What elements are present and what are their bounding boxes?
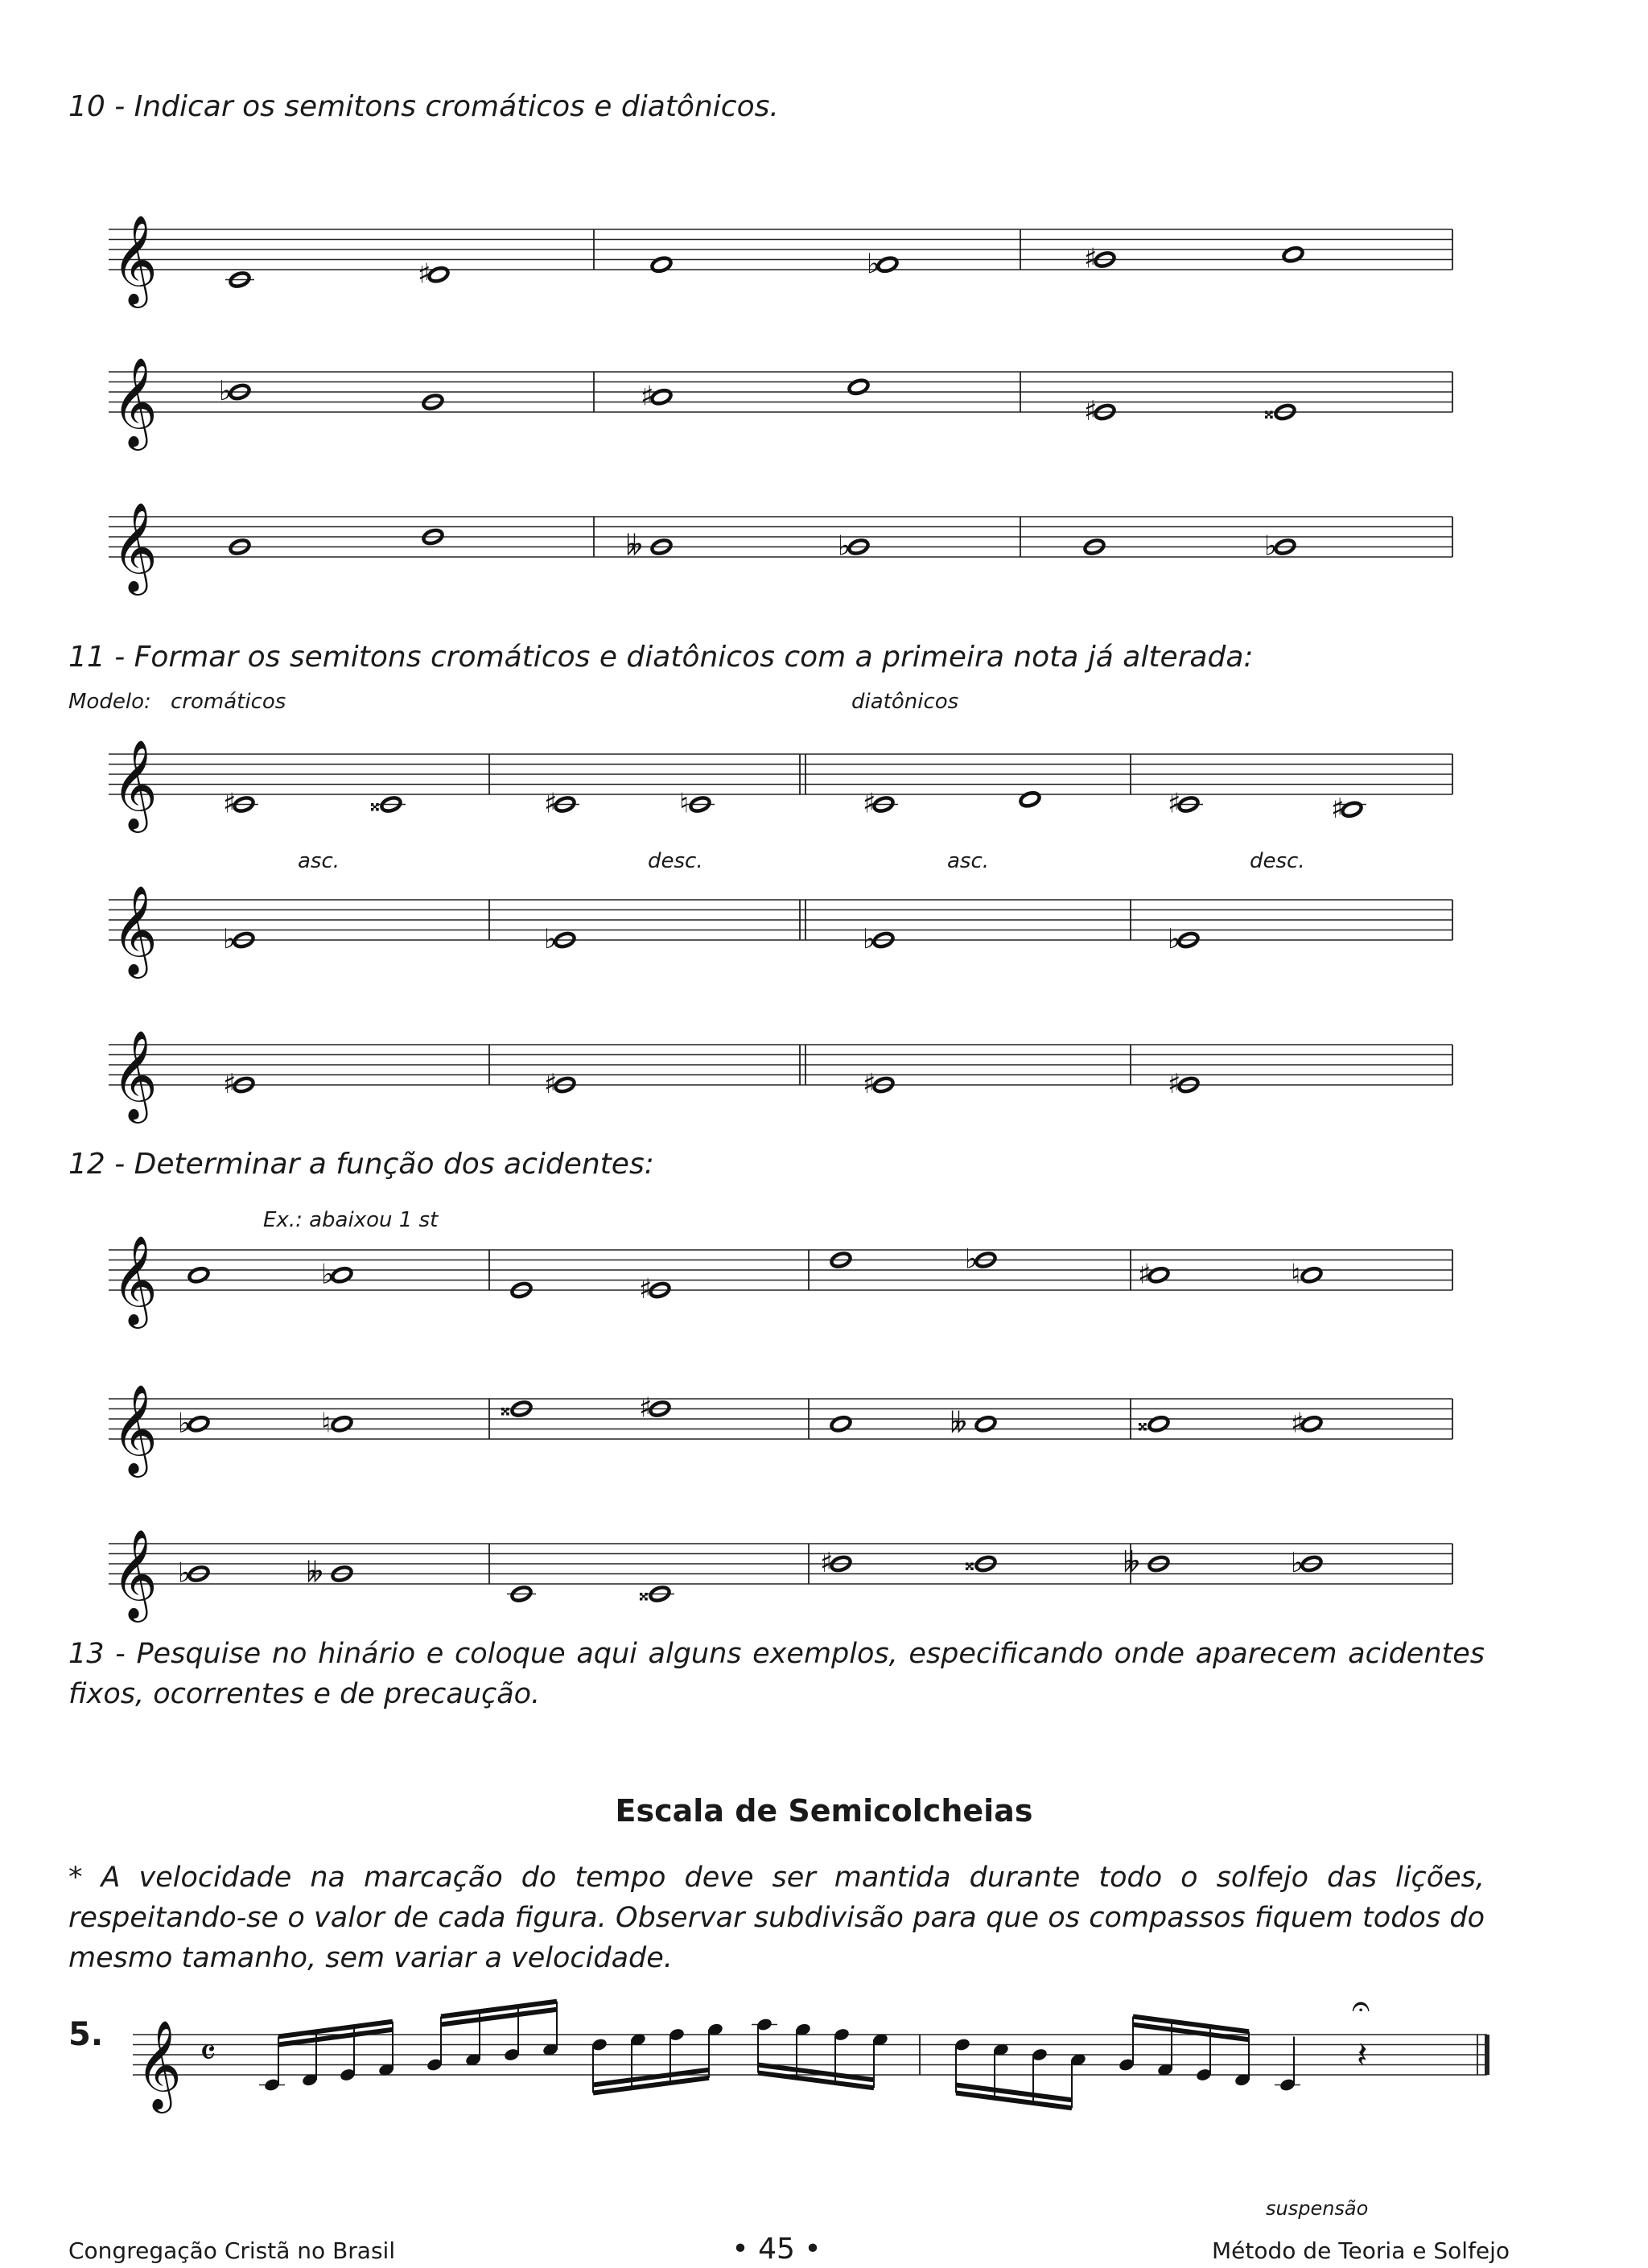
accidental-icon: ♭: [838, 530, 851, 563]
treble-clef-icon: 𝄞: [112, 357, 158, 447]
accidental-icon: ♯: [639, 1392, 653, 1425]
accidental-icon: ♭: [965, 1243, 978, 1276]
accidental-icon: ♯: [639, 1273, 653, 1305]
direction-label-desc-2: desc.: [1250, 849, 1305, 873]
beam: [956, 2093, 1072, 2109]
treble-clef-icon: 𝄞: [136, 2019, 182, 2109]
accidental-icon: ♭: [219, 375, 233, 407]
direction-label-desc-1: desc.: [648, 849, 703, 873]
page-number: • 45 •: [731, 2233, 822, 2266]
accidental-icon: ♯: [544, 787, 558, 820]
accidental-icon: ♭: [1264, 530, 1278, 563]
beam: [441, 2002, 557, 2017]
accidental-icon: ♯: [1084, 395, 1098, 427]
treble-clef-icon: 𝄞: [112, 214, 158, 304]
accidental-icon: ♮: [321, 1407, 332, 1440]
whole-note: [876, 256, 899, 274]
accidental-icon: ♮: [1291, 1258, 1301, 1291]
common-time-icon: 𝄴: [200, 2031, 216, 2074]
beam: [593, 2078, 709, 2093]
whole-note: [187, 1266, 210, 1284]
accidental-icon: 𝄪: [965, 1552, 974, 1576]
accidental-icon: ♯: [1331, 792, 1345, 825]
accidental-icon: ♯: [223, 787, 237, 820]
whole-note: [830, 1415, 852, 1433]
diatonic-label: diatônicos: [851, 690, 959, 714]
whole-note: [1282, 245, 1304, 263]
accidental-icon: ♯: [820, 1547, 834, 1579]
accidental-icon: ♭: [178, 1557, 192, 1590]
accidental-icon: 𝄪: [501, 1396, 510, 1421]
quarter-rest-icon: 𝄽: [1357, 2035, 1368, 2076]
exercise-12-heading: 12 - Determinar a função dos acidentes:: [68, 1148, 654, 1181]
accidental-icon: ♭: [1168, 923, 1181, 955]
accidental-icon: 𝄪: [639, 1581, 649, 1606]
whole-note: [847, 378, 870, 396]
accidental-icon: ♭: [867, 247, 880, 280]
chromatic-label: cromáticos: [171, 690, 286, 714]
accidental-icon: ♮: [679, 787, 690, 820]
treble-clef-icon: 𝄞: [112, 1029, 158, 1120]
whole-note: [1300, 1266, 1323, 1284]
beam: [956, 2085, 1072, 2101]
treble-clef-icon: 𝄞: [112, 501, 158, 592]
accidental-icon: ♭: [223, 923, 237, 955]
whole-note: [1147, 1415, 1170, 1433]
accidental-icon: 𝄪: [1264, 400, 1274, 424]
beam: [593, 2070, 709, 2085]
accidental-icon: ♯: [1168, 1068, 1181, 1100]
beam: [1133, 2017, 1249, 2032]
footer-left: Congregação Cristã no Brasil: [68, 2237, 396, 2264]
treble-clef-icon: 𝄞: [112, 1383, 158, 1474]
accidental-icon: ♯: [863, 787, 876, 820]
exercise-11-heading: 11 - Formar os semitons cromáticos e diatônicos com a primeira nota já alterada:: [68, 641, 1254, 674]
accidental-icon: ♭: [863, 923, 876, 955]
whole-note: [331, 1415, 353, 1433]
accidental-icon: ♯: [223, 1068, 237, 1100]
accidental-icon: ♯: [1168, 787, 1181, 820]
whole-note: [650, 256, 673, 274]
treble-clef-icon: 𝄞: [112, 739, 158, 829]
accidental-icon: ♭: [1291, 1547, 1304, 1579]
whole-note: [974, 1415, 997, 1433]
accidental-icon: ♭: [321, 1258, 335, 1291]
accidental-icon: 𝄫: [307, 1557, 323, 1590]
beam: [441, 2010, 557, 2025]
beam: [1133, 2025, 1249, 2040]
section-title: Escala de Semicolcheias: [615, 1793, 1033, 1829]
accidental-icon: 𝄫: [626, 530, 643, 563]
section-note: * A velocidade na marcação do tempo deve ser mantida durante todo o solfejo das lições, respeitando-se o valor de cada figura. Observar subdivisão para que os compassos fiquem todos do mesmo tamanho, sem variar a velocidade.: [68, 1862, 1485, 1974]
accidental-icon: ♯: [641, 380, 654, 413]
treble-clef-icon: 𝄞: [112, 1235, 158, 1325]
beam: [278, 2030, 393, 2045]
accidental-icon: ♯: [418, 258, 431, 291]
accidental-icon: 𝄪: [1138, 1412, 1147, 1437]
accidental-icon: ♯: [544, 1068, 558, 1100]
accidental-icon: 𝄫: [1123, 1547, 1140, 1579]
beam: [758, 2065, 874, 2080]
whole-note: [187, 1415, 210, 1433]
fermata-label: suspensão: [1266, 2197, 1369, 2220]
model-label: Modelo:: [68, 690, 151, 714]
accidental-icon: ♯: [1291, 1407, 1304, 1440]
exercise-13-text: 13 - Pesquise no hinário e coloque aqui alguns exemplos, especificando onde aparecem acidentes fixos, ocorrentes e de precaução.: [68, 1638, 1485, 1710]
lesson-number: 5.: [68, 2016, 104, 2053]
footer-right: Método de Teoria e Solfejo: [1212, 2237, 1510, 2264]
accidental-icon: ♭: [544, 923, 558, 955]
fermata-icon: 𝄐: [1352, 1988, 1370, 2025]
accidental-icon: ♭: [178, 1407, 192, 1440]
direction-label-asc-1: asc.: [298, 849, 340, 873]
accidental-icon: ♯: [1138, 1258, 1152, 1291]
example-label: Ex.: abaixou 1 st: [263, 1208, 439, 1232]
whole-note: [1019, 790, 1041, 808]
whole-note: [331, 1266, 353, 1284]
accidental-icon: ♯: [863, 1068, 876, 1100]
accidental-icon: 𝄪: [370, 792, 380, 817]
treble-clef-icon: 𝄞: [112, 1528, 158, 1619]
exercise-10-heading: 10 - Indicar os semitons cromáticos e diatônicos.: [68, 90, 779, 123]
accidental-icon: ♯: [1084, 242, 1098, 275]
direction-label-asc-2: asc.: [947, 849, 990, 873]
treble-clef-icon: 𝄞: [112, 885, 158, 975]
accidental-icon: 𝄫: [950, 1407, 967, 1440]
